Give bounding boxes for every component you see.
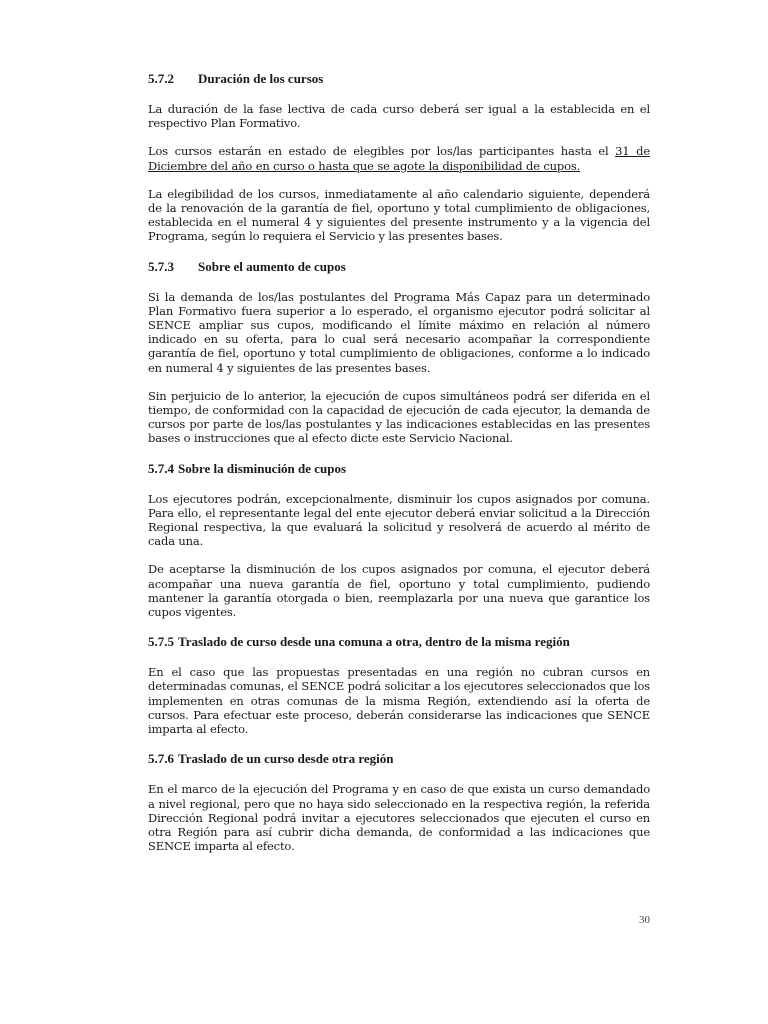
eligibility-deadline: 31 de Diciembre del año en curso o hasta que se agote la disponibilidad de cupos. [148, 144, 650, 173]
paragraph: De aceptarse la disminución de los cupos asignados por comuna, el ejecutor deberá acompañar una nueva garantía de fiel, oportuno y total cumplimiento, pudiendo mantener la garantía otorgada o bien, reemplazarla por una nueva que garantice los cupos vigentes. [148, 562, 650, 620]
section-title: Traslado de curso desde una comuna a otra, dentro de la misma región [178, 634, 570, 650]
section-number: 5.7.3 [148, 258, 174, 274]
paragraph: Sin perjuicio de lo anterior, la ejecución de cupos simultáneos podrá ser diferida en el tiempo, de conformidad con la capacidad de ejecución de cada ejecutor, la demanda de cursos por parte de los/las postulantes y las indicaciones establecidas en las presentes bases o instrucciones que al efecto dicte este Servicio Nacional. [148, 388, 650, 446]
section-title: Duración de los cursos [198, 71, 324, 86]
section-heading-5-7-6 [148, 750, 650, 768]
page-number: 30 [639, 914, 650, 926]
paragraph: En el caso que las propuestas presentadas en una región no cubran cursos en determinadas comunas, el SENCE podrá solicitar a los ejecutores seleccionados que los implementen en otras comunas de la misma Región, extendiendo así la oferta de cursos. Para efectuar este proceso, deberán considerarse las indicaciones que SENCE imparta al efecto. [148, 665, 650, 737]
eligibility-text: Los cursos estarán en estado de elegibles por los/las participantes hasta el [148, 144, 616, 159]
section-title: Traslado de un curso desde otra región [178, 751, 394, 767]
paragraph: Los ejecutores podrán, excepcionalmente, disminuir los cupos asignados por comuna. Para ello, el representante legal del ente ejecutor deberá enviar solicitud a la Dirección Regional respectiva, la que evaluará la solicitud y resolverá de acuerdo al mérito de cada una. [148, 491, 650, 549]
paragraph: En el marco de la ejecución del Programa y en caso de que exista un curso demandado a nivel regional, pero que no haya sido seleccionado en la respectiva región, la referida Dirección Regional podrá invitar a ejecutores seleccionados que ejecuten el curso en otra Región para así cubrir dicha demanda, de conformidad a las indicaciones que SENCE imparta al efecto. [148, 782, 650, 854]
section-heading-5-7-2 [148, 70, 650, 88]
section-heading-5-7-3 [148, 258, 650, 276]
section-title: Sobre el aumento de cupos [198, 258, 346, 274]
section-heading-5-7-5 [148, 633, 650, 651]
section-heading-5-7-4 [148, 460, 650, 478]
section-number: 5.7.5 [148, 634, 174, 650]
section-number: 5.7.2 [148, 71, 174, 86]
paragraph: La duración de la fase lectiva de cada curso deberá ser igual a la establecida en el respectivo Plan Formativo. [148, 102, 650, 131]
section-number: 5.7.4 [148, 460, 174, 476]
document-page [148, 70, 650, 867]
eligibility-paragraph [148, 144, 650, 172]
section-title: Sobre la disminución de cupos [178, 460, 347, 476]
paragraph: Si la demanda de los/las postulantes del Programa Más Capaz para un determinado Plan Formativo fuera superior a lo esperado, el organismo ejecutor podrá solicitar al SENCE ampliar sus cupos, modificando el límite máximo en relación al número indicado en su oferta, para lo cual será necesario acompañar la correspondiente garantía de fiel, oportuno y total cumplimiento de obligaciones, conforme a lo indicado en numeral 4 y siguientes de las presentes bases. [148, 289, 650, 375]
paragraph: La elegibilidad de los cursos, inmediatamente al año calendario siguiente, dependerá de la renovación de la garantía de fiel, oportuno y total cumplimiento de obligaciones, establecida en el numeral 4 y siguientes del presente instrumento y a la vigencia del Programa, según lo requiera el Servicio y las presentes bases. [148, 186, 650, 244]
section-number: 5.7.6 [148, 751, 174, 767]
